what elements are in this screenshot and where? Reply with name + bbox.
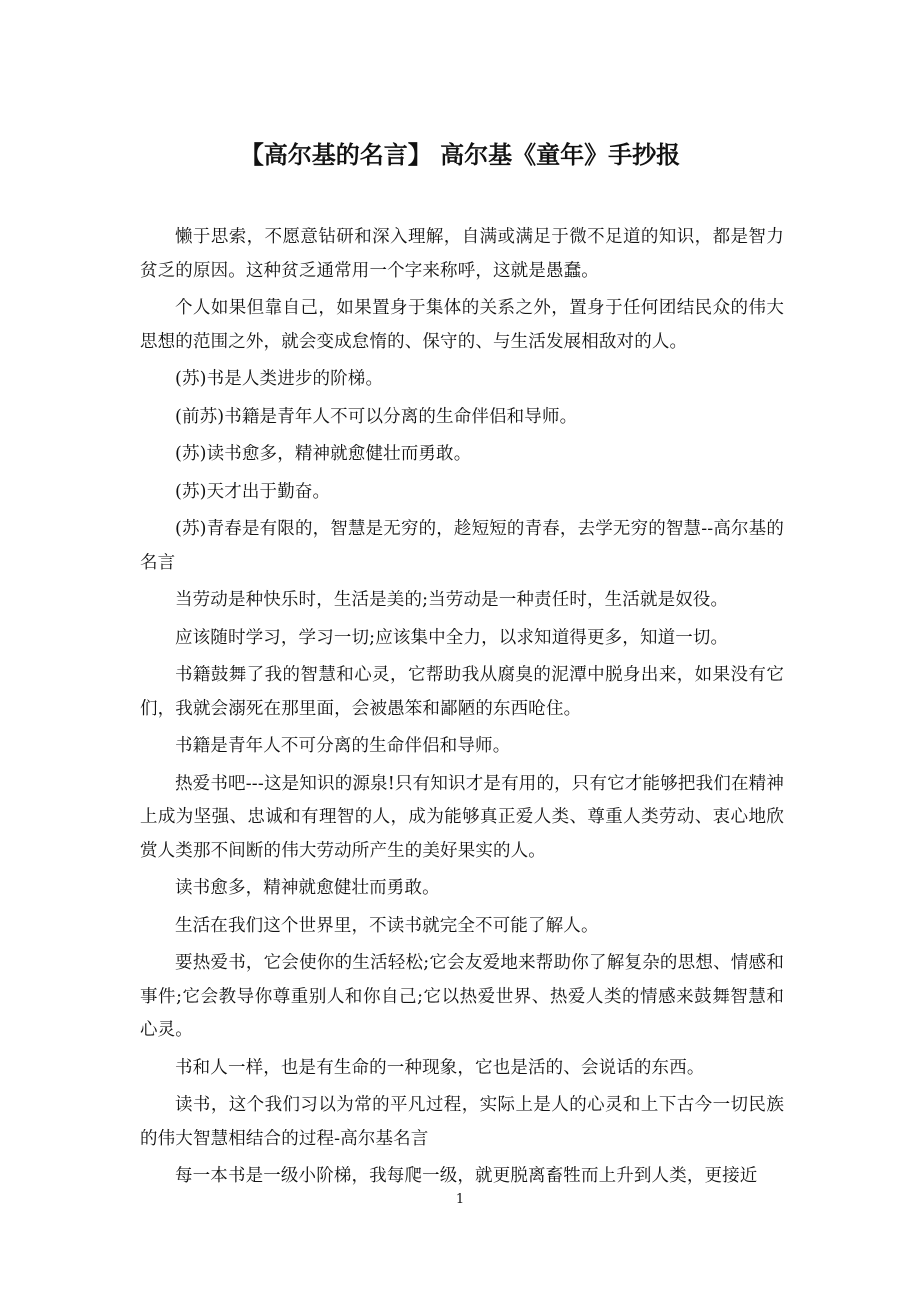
paragraph: (前苏)书籍是青年人不可以分离的生命伴侣和导师。 <box>175 406 578 427</box>
paragraph: 热爱书吧---这是知识的源泉!只有知识才是有用的，只有它才能够把我们在精神上成为坚强、忠诚和有理智的人，成为能够真正爱人类、尊重人类劳动、衷心地欣赏人类那不间断的伟大劳动所产生的美好果实的人。 <box>140 773 784 861</box>
paragraph: 当劳动是种快乐时，生活是美的;当劳动是一种责任时，生活就是奴役。 <box>175 590 729 610</box>
paragraph: (苏)青春是有限的，智慧是无穷的，趁短短的青春，去学无穷的智慧--高尔基的名言 <box>140 519 784 573</box>
paragraph: (苏)书是人类进步的阶梯。 <box>175 369 384 389</box>
paragraph: 个人如果但靠自己，如果置身于集体的关系之外，置身于任何团结民众的伟大思想的范围之外，就会变成怠惰的、保守的、与生活发展相敌对的人。 <box>140 298 784 352</box>
paragraph: 要热爱书，它会使你的生活轻松;它会友爱地来帮助你了解复杂的思想、情感和事件;它会教导你尊重别人和你自己;它以热爱世界、热爱人类的情感来鼓舞智慧和心灵。 <box>140 953 784 1040</box>
page-number: 1 <box>455 1192 465 1207</box>
paragraph: 读书，这个我们习以为常的平凡过程，实际上是人的心灵和上下古今一切民族的伟大智慧相结合的过程-高尔基名言 <box>140 1095 784 1149</box>
paragraph: 书和人一样，也是有生命的一种现象，它也是活的、会说话的东西。 <box>175 1057 705 1078</box>
paragraph: 书籍鼓舞了我的智慧和心灵，它帮助我从腐臭的泥潭中脱身出来，如果没有它们，我就会溺死在那里面，会被愚笨和鄙陋的东西呛住。 <box>140 665 784 719</box>
paragraph: 生活在我们这个世界里，不读书就完全不可能了解人。 <box>175 915 599 936</box>
document-body <box>140 221 784 1198</box>
paragraph: 每一本书是一级小阶梯，我每爬一级，就更脱离畜牲而上升到人类，更接近 <box>175 1166 758 1186</box>
paragraph: 读书愈多，精神就愈健壮而勇敢。 <box>175 878 440 898</box>
paragraph: (苏)读书愈多，精神就愈健壮而勇敢。 <box>175 444 472 464</box>
paragraph: 懒于思索，不愿意钻研和深入理解，自满或满足于微不足道的知识，都是智力贫乏的原因。这种贫乏通常用一个字来称呼，这就是愚蠢。 <box>140 227 784 281</box>
paragraph: 书籍是青年人不可分离的生命伴侣和导师。 <box>175 736 511 756</box>
paragraph: (苏)天才出于勤奋。 <box>175 481 331 502</box>
paragraph: 应该随时学习，学习一切;应该集中全力，以求知道得更多，知道一切。 <box>175 627 729 648</box>
page-title: 【高尔基的名言】 高尔基《童年》手抄报 <box>239 140 681 169</box>
